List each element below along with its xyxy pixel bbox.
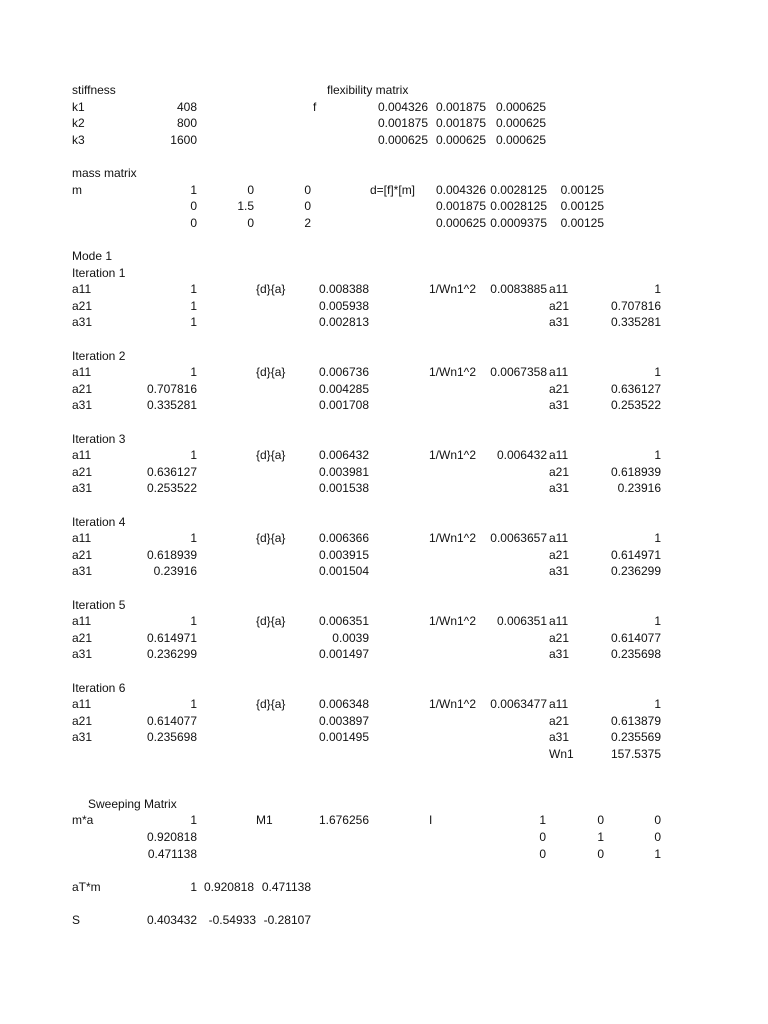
cell-r27-a: Iteration 4 [72,514,126,529]
cell-r46-k1: 0 [654,830,661,844]
cell-r49-dt: 0.471138 [261,879,311,894]
cell-r3-b: 800 [176,116,197,131]
cell-r28-h2: a11 [549,531,569,546]
cell-r23-d2: 0.006432 [318,448,369,463]
cell-r23-i2: 1 [654,448,661,463]
cell-r34-d2: 0.0039 [332,630,369,645]
cell-r2-a: k1 [72,99,85,114]
cell-r24-d2: 0.003981 [318,464,369,479]
cell-r29-i2: 0.614971 [610,547,661,562]
cell-r18-f2: 1/Wn1^2 [429,365,476,380]
cell-r20-b: 0.335281 [146,398,197,413]
cell-r2-b: 408 [176,99,197,114]
cell-r34-b: 0.614971 [146,630,197,645]
cell-r18-g2: 0.0067358 [490,365,547,380]
cell-r12-a: Iteration 1 [72,265,126,280]
cell-r19-a: a21 [72,381,93,396]
cell-r20-a: a31 [72,398,93,413]
cell-r15-h2: a31 [549,315,570,330]
cell-r25-i2: 0.23916 [617,481,661,496]
cell-r40-h2: a31 [549,730,570,745]
cell-r29-a: a21 [72,547,93,562]
cell-r46-j1: 1 [597,830,604,844]
cell-r18-c2: {d}{a} [256,365,286,380]
cell-r24-a: a21 [72,464,93,479]
cell-r47-j1: 0 [597,846,604,861]
cell-r38-c2: {d}{a} [256,697,286,712]
cell-r33-b: 1 [190,614,197,629]
cell-r25-b: 0.253522 [146,481,197,496]
cell-r9-c: 0 [247,215,254,230]
cell-r46-b: 0.920818 [146,830,197,844]
cell-r20-h2: a31 [549,398,570,413]
cell-r8-id: 0.0028125 [490,199,547,214]
cell-r35-a: a31 [72,647,93,662]
cell-r13-d2: 0.008388 [318,282,369,297]
cell-r41-h2: Wn1 [549,747,574,761]
cell-r46-i1: 0 [539,830,546,844]
cell-r20-i2: 0.253522 [610,398,661,413]
cell-r4-i: 0.000625 [495,132,546,147]
cell-r35-i2: 0.235698 [610,647,661,662]
cell-r11-a: Mode 1 [72,249,113,263]
cell-r4-g: 0.000625 [377,132,428,147]
cell-r29-d2: 0.003915 [318,547,369,562]
cell-r38-f2: 1/Wn1^2 [429,697,476,712]
cell-r38-i2: 1 [654,697,661,712]
cell-r41-i2: 157.5375 [610,747,661,761]
cell-r39-d2: 0.003897 [318,713,369,728]
cell-r29-b: 0.618939 [146,547,197,562]
cell-r51-a: S [72,913,81,927]
cell-r7-jd: 0.00125 [560,182,604,197]
cell-r51-ds: -0.28107 [263,913,311,927]
cell-r7-gd: d=[f]*[m] [370,182,416,197]
cell-r33-i2: 1 [654,614,661,629]
cell-r13-c2: {d}{a} [256,282,286,297]
cell-r9-id: 0.0009375 [490,215,547,230]
cell-r13-g2: 0.0083885 [490,282,547,297]
cell-r8-hd: 0.001875 [435,199,486,214]
cell-r23-a: a11 [72,448,92,463]
cell-r23-h2: a11 [549,448,569,463]
cell-r38-d2: 0.006348 [318,697,369,712]
cell-r34-i2: 0.614077 [610,630,661,645]
cell-r3-g: 0.001875 [377,116,428,131]
cell-r28-i2: 1 [654,531,661,546]
cell-r35-b: 0.236299 [146,647,197,662]
cell-r35-h2: a31 [549,647,570,662]
cell-r49-bt: 1 [190,879,197,894]
cell-r15-i2: 0.335281 [610,315,661,330]
cell-r8-jd: 0.00125 [560,199,604,214]
cell-r45-i1: 1 [539,813,546,828]
cell-r14-i2: 0.707816 [610,298,661,313]
cell-r28-a: a11 [72,531,92,546]
cell-r28-c2: {d}{a} [256,531,286,546]
cell-r4-a: k3 [72,132,85,147]
cell-r25-a: a31 [72,481,93,496]
cell-r19-h2: a21 [549,381,570,396]
cell-r30-a: a31 [72,564,93,579]
cell-r23-f2: 1/Wn1^2 [429,448,476,463]
cell-r39-b: 0.614077 [146,713,197,728]
cell-r25-h2: a31 [549,481,570,496]
cell-r45-f2: I [429,813,433,828]
cell-r9-hd: 0.000625 [435,215,486,230]
cell-r4-h: 0.000625 [435,132,486,147]
cell-r22-a: Iteration 3 [72,431,126,446]
cell-r19-b: 0.707816 [146,381,197,396]
cell-r7-d: 0 [304,182,311,197]
cell-r13-h2: a11 [549,282,569,297]
cell-r13-f2: 1/Wn1^2 [429,282,476,297]
cell-r47-k1: 1 [654,846,661,861]
cell-r40-a: a31 [72,730,93,745]
cell-r24-h2: a21 [549,464,570,479]
cell-r1-f: flexibility matrix [327,83,409,97]
cell-r28-d2: 0.006366 [318,531,369,546]
cell-r2-h: 0.001875 [435,99,486,114]
cell-r33-a: a11 [72,614,92,629]
cell-r39-h2: a21 [549,713,570,728]
cell-r19-d2: 0.004285 [318,381,369,396]
cell-r18-b: 1 [190,365,197,380]
cell-r7-hd: 0.004326 [435,182,486,197]
cell-r30-h2: a31 [549,564,570,579]
cell-r33-f2: 1/Wn1^2 [429,614,476,629]
cell-r39-a: a21 [72,713,93,728]
cell-r14-b: 1 [190,298,197,313]
cell-r30-b: 0.23916 [153,564,197,579]
cell-r44-aind: Sweeping Matrix [88,796,177,811]
cell-r45-c2: M1 [256,813,273,828]
cell-r38-a: a11 [72,697,92,712]
cell-r13-i2: 1 [654,282,661,297]
cell-r9-d: 2 [304,215,311,230]
cell-r37-a: Iteration 6 [72,680,126,695]
cell-r40-d2: 0.001495 [318,730,369,745]
cell-r45-b: 1 [190,813,197,828]
cell-r30-i2: 0.236299 [610,564,661,579]
cell-r34-a: a21 [72,630,93,645]
cell-r25-d2: 0.001538 [318,481,369,496]
cell-r2-g: 0.004326 [377,99,428,114]
cell-r47-i1: 0 [539,846,546,861]
cell-r49-a: aT*m [72,879,101,894]
cell-r39-i2: 0.613879 [610,713,661,728]
cell-r29-h2: a21 [549,547,570,562]
cell-r33-g2: 0.006351 [496,614,547,629]
cell-r30-d2: 0.001504 [318,564,369,579]
cell-r8-c: 1.5 [237,199,254,214]
cell-r13-a: a11 [72,282,92,297]
cell-r45-d2: 1.676256 [318,813,369,828]
cell-r19-i2: 0.636127 [610,381,661,396]
cell-r20-d2: 0.001708 [318,398,369,413]
cell-r7-c: 0 [247,182,254,197]
cell-r34-h2: a21 [549,630,570,645]
cell-r15-b: 1 [190,315,197,330]
cell-r15-a: a31 [72,315,93,330]
cell-r33-h2: a11 [549,614,569,629]
cell-r17-a: Iteration 2 [72,348,126,363]
cell-r14-h2: a21 [549,298,570,313]
cell-r8-b: 0 [190,199,197,214]
cell-r9-jd: 0.00125 [560,215,604,230]
cell-r13-b: 1 [190,282,197,297]
cell-r1-a: stiffness [72,83,116,97]
cell-r35-d2: 0.001497 [318,647,369,662]
cell-r24-b: 0.636127 [146,464,197,479]
cell-r2-e: f [313,99,317,114]
cell-r18-i2: 1 [654,365,661,380]
cell-r6-a: mass matrix [72,166,137,180]
cell-r4-b: 1600 [170,132,197,147]
cell-r51-b: 0.403432 [146,913,197,927]
cell-r18-h2: a11 [549,365,569,380]
cell-r23-g2: 0.006432 [496,448,547,463]
cell-r38-h2: a11 [549,697,569,712]
cell-r33-c2: {d}{a} [256,614,286,629]
cell-r23-b: 1 [190,448,197,463]
cell-r8-d: 0 [304,199,311,214]
cell-r40-i2: 0.235569 [610,730,661,745]
cell-r49-ct: 0.920818 [203,879,254,894]
cell-r28-b: 1 [190,531,197,546]
cell-r24-i2: 0.618939 [610,464,661,479]
cell-r32-a: Iteration 5 [72,597,126,612]
cell-r3-h: 0.001875 [435,116,486,131]
cell-r3-i: 0.000625 [495,116,546,131]
cell-r2-i: 0.000625 [495,99,546,114]
cell-r51-cs: -0.54933 [208,913,256,927]
cell-r38-g2: 0.0063477 [490,697,547,712]
cell-r7-id: 0.0028125 [490,182,547,197]
cell-r45-a: m*a [72,813,94,828]
cell-r3-a: k2 [72,116,85,131]
cell-r15-d2: 0.002813 [318,315,369,330]
cell-r7-a: m [72,182,82,197]
cell-r33-d2: 0.006351 [318,614,369,629]
cell-r7-b: 1 [190,182,197,197]
cell-r45-k1: 0 [654,813,661,828]
cell-r18-d2: 0.006736 [318,365,369,380]
cell-r23-c2: {d}{a} [256,448,286,463]
cell-r14-a: a21 [72,298,93,313]
cell-r28-g2: 0.0063657 [490,531,547,546]
cell-r14-d2: 0.005938 [318,298,369,313]
cell-r45-j1: 0 [597,813,604,828]
cell-r38-b: 1 [190,697,197,712]
cell-r40-b: 0.235698 [146,730,197,745]
cell-r47-b: 0.471138 [147,846,197,861]
cell-r9-b: 0 [190,215,197,230]
cell-r28-f2: 1/Wn1^2 [429,531,476,546]
cell-r18-a: a11 [72,365,92,380]
